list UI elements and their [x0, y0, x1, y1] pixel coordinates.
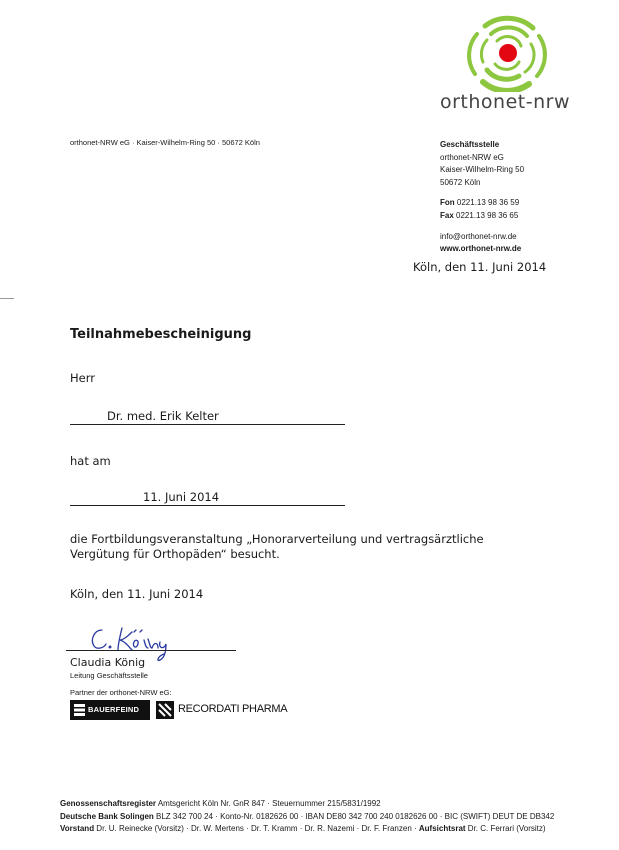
bauerfeind-logo: BAUERFEIND — [70, 700, 150, 720]
fold-mark — [0, 298, 14, 299]
contact-block — [440, 139, 524, 256]
signature-line — [66, 650, 236, 651]
contact-street: Kaiser-Wilhelm-Ring 50 — [440, 165, 525, 175]
contact-heading: Geschäftsstelle — [440, 140, 500, 149]
recordati-logo: RECORDATI PHARMA — [178, 703, 288, 715]
hat-am-label: hat am — [70, 454, 111, 468]
footer-bank: Deutsche Bank Solingen BLZ 342 700 24 · Konto-Nr. 0182626 00 · IBAN DE80 342 700 240 0182626 00 · BIC (SWIFT) DEUT DE DB342 — [60, 811, 555, 821]
document-title: Teilnahmebescheinigung — [70, 327, 252, 342]
signer-name: Claudia König — [70, 656, 146, 669]
event-description: die Fortbildungsveranstaltung „Honorarverteilung und vertragsärztliche Vergütung für Orthopäden“ besucht. — [70, 532, 484, 561]
recipient-name: Dr. med. Erik Kelter — [107, 409, 219, 423]
contact-fon: Fon 0221.13 98 36 59 — [440, 198, 520, 208]
event-date: 11. Juni 2014 — [143, 490, 220, 504]
footer-register: Genossenschaftsregister Amtsgericht Köln Nr. GnR 847 · Steuernummer 215/5831/1992 — [60, 799, 381, 808]
logo-text: orthonet-nrw — [440, 91, 570, 113]
partners-label: Partner der orthonet-NRW eG: — [70, 688, 172, 697]
salutation: Herr — [70, 371, 95, 385]
contact-email[interactable]: info@orthonet-nrw.de — [440, 231, 517, 241]
sender-line: orthonet-NRW eG · Kaiser-Wilhelm-Ring 50 · 50672 Köln — [70, 138, 260, 147]
contact-org: orthonet-NRW eG — [440, 152, 504, 162]
contact-city: 50672 Köln — [440, 177, 481, 187]
date-line: Köln, den 11. Juni 2014 — [413, 260, 547, 274]
recordati-mark-icon — [156, 701, 174, 719]
contact-fax: Fax 0221.13 98 36 65 — [440, 210, 519, 220]
signer-role: Leitung Geschäftsstelle — [70, 671, 148, 680]
event-date-underline — [70, 505, 345, 506]
contact-web[interactable]: www.orthonet-nrw.de — [440, 244, 522, 254]
footer — [60, 798, 554, 836]
place-date: Köln, den 11. Juni 2014 — [70, 587, 204, 601]
footer-board: Vorstand Dr. U. Reinecke (Vorsitz) · Dr. W. Mertens · Dr. T. Kramm · Dr. R. Nazemi · Dr. F. Franzen · Aufsichtsrat Dr. C. Ferrari (Vorsitz) — [60, 824, 546, 833]
recipient-underline — [70, 424, 345, 425]
bauerfeind-mark-icon — [74, 704, 85, 716]
orthonet-logo-icon — [463, 14, 553, 92]
